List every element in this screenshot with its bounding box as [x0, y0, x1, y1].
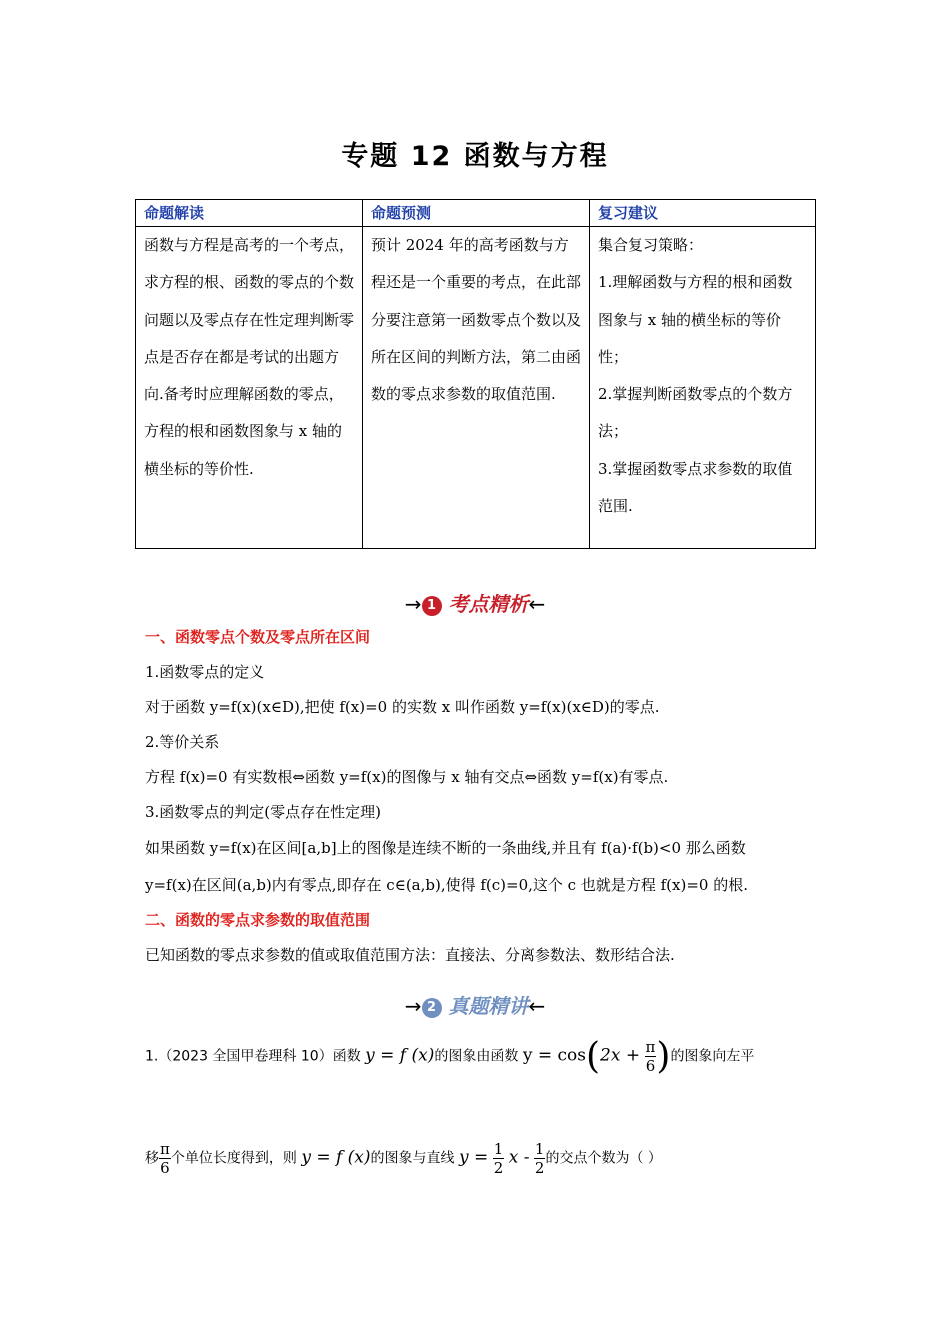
advice-intro: 集合复习策略：	[598, 236, 704, 254]
item3-text-line1: 如果函数 y=f(x)在区间[a,b]上的图像是连续不断的一条曲线,并且有 f(a)·f(b)<0 那么函数	[145, 839, 746, 857]
item1-text: 对于函数 y=f(x)(x∈D),把使 f(x)=0 的实数 x 叫作函数 y=f(x)(x∈D)的零点.	[145, 698, 660, 716]
problem-text: 的图象向左平	[670, 1048, 755, 1065]
section-label: 考点精析	[448, 592, 529, 616]
header-interpretation: 命题解读	[136, 200, 363, 227]
arrow-right-icon: →	[404, 994, 422, 1018]
section-heading-analysis	[0, 588, 950, 617]
problem-text: 的交点个数为（ ）	[545, 1150, 662, 1167]
heading-zero-count: 一、函数零点个数及零点所在区间	[145, 628, 371, 646]
item2-title: 2.等价关系	[145, 733, 220, 751]
arrow-left-icon: ←	[528, 994, 546, 1018]
header-prediction: 命题预测	[363, 200, 590, 227]
cell-review-advice	[590, 227, 816, 549]
plan-table	[135, 199, 816, 549]
cell-prediction: 预计 2024 年的高考函数与方程还是一个重要的考点，在此部分要注意第一函数零点个数以及所在区间的判断方法，第二由函数的零点求参数的取值范围.	[363, 227, 590, 549]
item3-title: 3.函数零点的判定(零点存在性定理)	[145, 803, 382, 821]
item4-text: 已知函数的零点求参数的值或取值范围方法：直接法、分离参数法、数形结合法.	[145, 946, 675, 964]
cell-interpretation: 函数与方程是高考的一个考点，求方程的根、函数的零点的个数问题以及零点存在性定理判断零点是否存在都是考试的出题方向.备考时应理解函数的零点，方程的根和函数图象与 x 轴的横坐标的等价性.	[136, 227, 363, 549]
advice-item-3: 3.掌握函数零点求参数的取值范围.	[598, 459, 793, 516]
section-heading-exam	[0, 990, 950, 1019]
fraction-pi-over-6: $\frac{\pi}{6}$	[160, 1140, 170, 1177]
problem-prefix: 1.（2023 全国甲卷理科 10）函数	[145, 1048, 361, 1065]
problem-text: 的图象由函数	[434, 1048, 519, 1065]
section-number-badge: 1	[422, 596, 442, 616]
item1-title: 1.函数零点的定义	[145, 663, 265, 681]
fraction-one-half: $\frac{1}{2}$	[534, 1140, 545, 1177]
formula-fx: y = f (x)	[365, 1045, 435, 1066]
problem-text: 个单位长度得到，则	[170, 1150, 297, 1167]
item3-text-line2: y=f(x)在区间(a,b)内有零点,即存在 c∈(a,b),使得 f(c)=0,这个 c 也就是方程 f(x)=0 的根.	[145, 876, 748, 894]
formula-x-minus: x -	[508, 1147, 530, 1168]
fraction-one-half: $\frac{1}{2}$	[493, 1140, 504, 1177]
problem-text: 移	[145, 1150, 159, 1167]
problem-1-line-2	[145, 1140, 662, 1177]
section-label: 真题精讲	[448, 994, 529, 1018]
section-number-badge: 2	[422, 998, 442, 1018]
arrow-left-icon: ←	[528, 592, 546, 616]
formula-line-y: y =	[458, 1147, 489, 1168]
problem-1-line-1: 1.（2023 全国甲卷理科 10）函数 y = f (x)的图象由函数 y = cos(2x + $\frac{\pi}{6}$ )的图象向左平	[145, 1036, 755, 1077]
item2-text: 方程 f(x)=0 有实数根⇔函数 y=f(x)的图像与 x 轴有交点⇔函数 y=f(x)有零点.	[145, 768, 669, 786]
formula-cos: y = cos	[522, 1045, 586, 1066]
header-review-advice: 复习建议	[590, 200, 816, 227]
problem-text: 的图象与直线	[370, 1150, 455, 1167]
advice-item-2: 2.掌握判断函数零点的个数方法；	[598, 385, 793, 441]
heading-parameter-range: 二、函数的零点求参数的取值范围	[145, 911, 371, 929]
page-title: 专题 12 函数与方程	[341, 141, 609, 172]
formula-cos-inner: 2x +	[600, 1045, 641, 1066]
fraction-pi-over-6: $\frac{\pi}{6}$	[645, 1038, 656, 1075]
formula-fx: y = f (x)	[301, 1147, 371, 1168]
arrow-right-icon: →	[404, 592, 422, 616]
advice-item-1: 1.理解函数与方程的根和函数图象与 x 轴的横坐标的等价性；	[598, 273, 793, 366]
